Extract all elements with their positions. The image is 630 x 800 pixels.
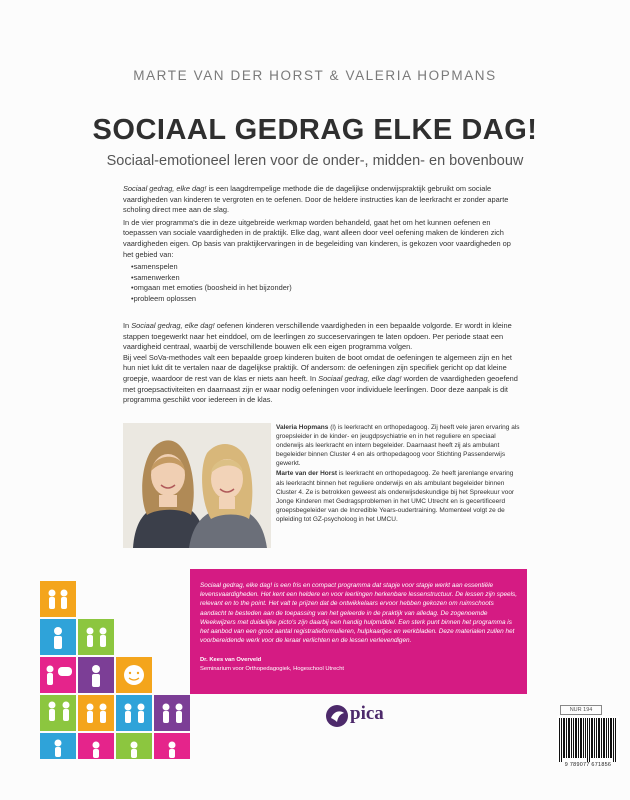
author-photo-illustration xyxy=(123,423,271,548)
list-item: • samenwerken xyxy=(131,273,520,284)
book-subtitle: Sociaal-emotioneel leren voor de onder-, midden- en bovenbouw xyxy=(106,153,524,169)
list-item: • probleem oplossen xyxy=(131,294,520,305)
barcode xyxy=(557,716,619,762)
author-photo xyxy=(123,423,271,548)
publisher-name: pica xyxy=(350,703,384,724)
bio-valeria-text: (l) is leerkracht en orthopedagoog. Zij heeft vele jaren ervaring als groepsleider in de kinder- en jeugdpsychiatrie en in het reguliere en speciaal onderwijs als leerkracht en intern begeleider. Daarnaast heeft zij als ambulant begeleider binnen Cluster 4 en als orthopedagoog voor Stichting Passenderwijs gewerkt. xyxy=(276,424,520,468)
method-p1-a: In xyxy=(123,321,132,330)
method-p2-b: worden de vaardigheden geoefend met groepsactiviteiten en daarnaast zijn er waar nodig oefeningen voor individuele leerlingen. Door deze aanpak is dit programma geschikt voor iedereen in de klas. xyxy=(123,373,518,405)
pica-bird-icon xyxy=(326,703,348,729)
skills-list xyxy=(123,262,520,304)
book-title: SOCIAAL GEDRAG ELKE DAG! xyxy=(92,114,538,146)
method-paragraph-1 xyxy=(123,321,520,353)
list-item: • omgaan met emoties (boosheid in het bijzonder) xyxy=(131,283,520,294)
intro-title-em: Sociaal gedrag, elke dag! xyxy=(123,184,207,193)
method-text xyxy=(123,321,520,406)
intro-text xyxy=(123,184,520,305)
method-p1-em: Sociaal gedrag, elke dag! xyxy=(131,321,215,330)
publisher-logo xyxy=(326,701,406,731)
quote-author: Dr. Kees van Overveld xyxy=(200,657,262,663)
quote-title: Sociaal gedrag, elke dag! xyxy=(200,582,273,589)
intro-paragraph-2: In de vier programma's die in deze uitgebreide werkmap worden behandeld, gaat het om het kunnen oefenen en toepassen van sociale vaardigheden in de praktijk. Elke dag, want alleen door veel oefening maken de kinderen zich vaardigheden eigen. Op basis van praktijkervaringen in de begeleiding van kinderen, is gekozen voor vaardigheden op het gebied van: xyxy=(123,217,511,259)
pictogram-icon-grid xyxy=(40,581,190,761)
list-item: • samenspelen xyxy=(131,262,520,273)
isbn-number: 9 789077 671856 xyxy=(564,762,612,768)
bio-marte-text: is leerkracht en orthopedagoog. Ze heeft jarenlange ervaring als leerkracht binnen het reguliere onderwijs en als ambulant begeleider binnen Cluster 4. Ze is betrokken geweest als onderwijsdeskundige bij het Spreekuur voor Jonge Kinderen met Gedragsproblemen in het UMC Utrecht en is gecertificeerd groepsbegeleider van de Incredible Years-oudertraining. Momenteel volgt ze de opleiding tot GZ-psycholoog in het UMCU. xyxy=(276,470,515,523)
author-names: MARTE VAN DER HORST & VALERIA HOPMANS xyxy=(133,68,497,83)
method-p2-a: Bij veel SoVa-methodes valt een bepaalde groep kinderen buiten de boot omdat de oefeningen te algemeen zijn en het hun niet lukt dit te vertalen naar de dagelijkse praktijk. Of andersom: de oefeningen zijn specifiek gericht op dat kleine groepje, waardoor de rest van de klas er niets aan heeft. In xyxy=(123,352,512,383)
endorsement-quote-box xyxy=(190,569,527,694)
method-p2-em: Sociaal gedrag, elke dag! xyxy=(318,373,402,383)
bio-valeria xyxy=(276,423,521,468)
method-paragraph-2 xyxy=(123,353,520,406)
pictogram-tiles xyxy=(40,581,190,761)
bio-valeria-name: Valeria Hopmans xyxy=(276,424,329,431)
quote-institution: Seminarium voor Orthopedagogiek, Hogeschool Utrecht xyxy=(200,666,345,672)
endorsement-quote xyxy=(200,581,518,645)
barcode-icon xyxy=(557,716,619,762)
bio-marte-name: Marte van der Horst xyxy=(276,470,338,478)
method-p1-b: oefenen kinderen verschillende vaardigheden in een bepaalde volgorde. Er wordt in kleine stappen toegewerkt naar het einddoel, om de leerlingen zo succeservaringen te laten opdoen. Per periode staat een vaardigheid centraal, waarbij de verschillende bouwen elk een eigen programma volgen. xyxy=(123,321,512,352)
intro-paragraph-1 xyxy=(123,184,520,216)
bio-marte xyxy=(276,469,521,524)
intro-p1-text: is een laagdrempelige methode die de dagelijkse onderwijspraktijk gebruikt om sociale vaardigheden van kinderen te vergroten en te oefenen. Door de heldere instructies kan de leerkracht er zonder aparte scholing direct mee aan de slag. xyxy=(123,184,509,215)
nur-code: NUR 194 xyxy=(560,705,602,715)
author-bios xyxy=(276,423,521,525)
quote-body: is een fris en compact programma dat stapje voor stapje werkt aan essentiële levensvaardigheden. Het kent een heldere en voor leerlingen herkenbare lessenstructuur. De lessen zijn speels, relevant en to the point. Het valt te prijzen dat de ontwikkelaars ervoor hebben gekozen om ruimschoots aandacht te besteden aan de toepassing van het geleerde in de praktijk van alledag. De zogenoemde Weekwijzers met duidelijke picto's zijn daarbij een handig hulpmiddel. Een sterk punt binnen het programma is het aanbod van een groot aantal registratieformulieren, hulpkaartjes en werkbladen. Deze materialen zullen het voorbereidende werk voor de leraar verlichten en de lessen verlevendigen. xyxy=(200,582,518,645)
